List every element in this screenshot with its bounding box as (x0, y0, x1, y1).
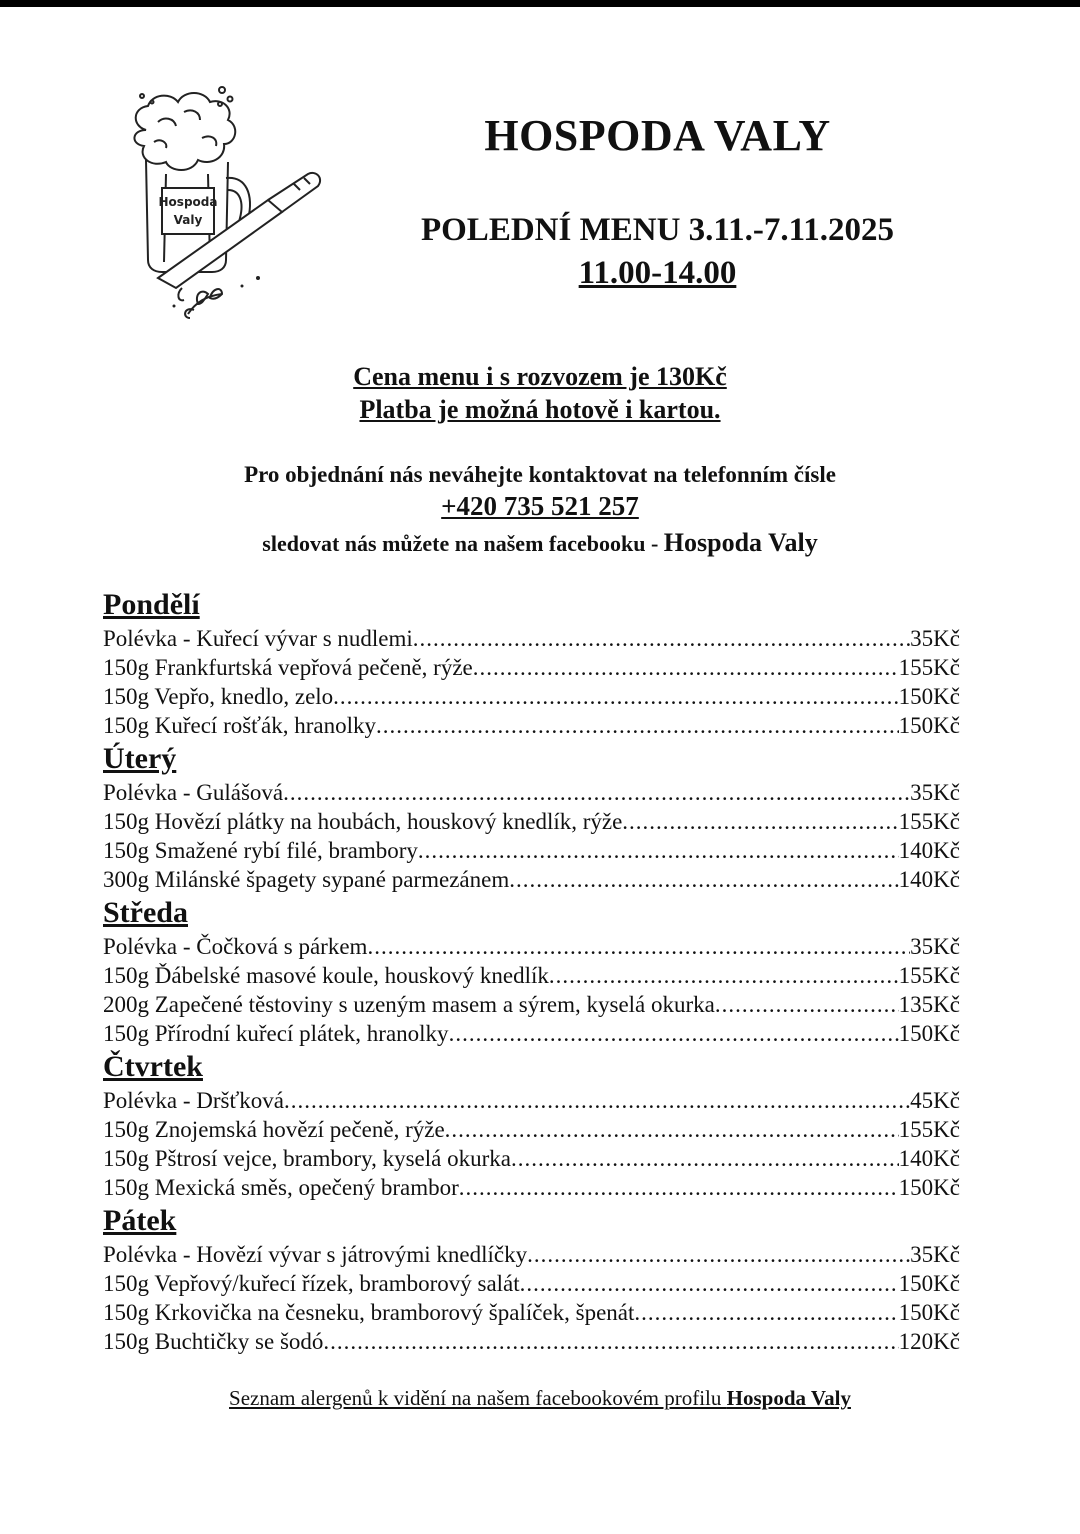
menu-item-name: 150g Ďábelské masové koule, houskový knedlík (103, 963, 549, 988)
menu-item (103, 1173, 960, 1202)
beer-mug-knife-logo (118, 82, 333, 327)
day-heading-tuesday: Úterý (103, 742, 177, 775)
menu-price-info: Cena menu i s rozvozem je 130Kč (353, 362, 727, 391)
menu-item (103, 653, 960, 682)
menu-item (103, 990, 960, 1019)
menu-item-name: 150g Vepřový/kuřecí řízek, bramborový salát (103, 1271, 520, 1296)
menu-item (103, 1086, 960, 1115)
menu-item (103, 624, 960, 653)
menu-item-name: Polévka - Dršťková (103, 1088, 285, 1113)
menu-item (103, 807, 960, 836)
facebook-prefix: sledovat nás můžete na našem facebooku - (262, 531, 664, 556)
dot-leader (323, 1327, 898, 1356)
menu-item-name: Polévka - Čočková s párkem (103, 934, 368, 959)
menu-item-price: 135Kč (898, 992, 960, 1017)
menu-item-name: 150g Znojemská hovězí pečeně, rýže (103, 1117, 445, 1142)
dot-leader (449, 1019, 899, 1048)
menu-item-price: 150Kč (898, 1021, 960, 1046)
menu-item-name: Polévka - Gulášová (103, 780, 284, 805)
dot-leader (634, 1298, 898, 1327)
top-border (0, 0, 1080, 7)
menu-item-price: 155Kč (898, 1117, 960, 1142)
menu-item-name: 200g Zapečené těstoviny s uzeným masem a sýrem, kyselá okurka (103, 992, 715, 1017)
menu-item-price: 150Kč (898, 684, 960, 709)
facebook-info (0, 528, 1080, 558)
dot-leader (445, 1115, 899, 1144)
restaurant-title: HOSPODA VALY (484, 111, 831, 160)
menu-item-name: 150g Hovězí plátky na houbách, houskový knedlík, rýže (103, 809, 623, 834)
menu-item-name: 150g Buchtičky se šodó (103, 1329, 324, 1354)
menu-item (103, 1240, 960, 1269)
serving-hours: 11.00-14.00 (578, 255, 737, 291)
logo-text-hospoda: Hospoda (158, 195, 218, 209)
dot-leader (413, 624, 910, 653)
menu-item-price: 150Kč (898, 1300, 960, 1325)
menu-item-name: 150g Smažené rybí filé, brambory (103, 838, 418, 863)
dot-leader (622, 807, 898, 836)
dot-leader (367, 932, 910, 961)
allergen-note (0, 1386, 1080, 1411)
day-heading-wednesday: Středa (103, 896, 188, 929)
dot-leader (511, 1144, 899, 1173)
menu-item-name: 150g Přírodní kuřecí plátek, hranolky (103, 1021, 449, 1046)
menu-item-price: 140Kč (898, 1146, 960, 1171)
menu-item-price: 150Kč (898, 713, 960, 738)
menu-item-price: 140Kč (898, 867, 960, 892)
dot-leader (283, 778, 910, 807)
menu-item-name: 150g Kuřecí rošťák, hranolky (103, 713, 376, 738)
menu-item (103, 1269, 960, 1298)
dot-leader (509, 865, 898, 894)
allergen-note-text: Seznam alergenů k vidění na našem facebookovém profilu (229, 1386, 727, 1410)
menu-item (103, 1144, 960, 1173)
menu-item-price: 155Kč (898, 809, 960, 834)
day-heading-friday: Pátek (103, 1204, 177, 1237)
menu-item-name: 150g Pštrosí vejce, brambory, kyselá okurka (103, 1146, 511, 1171)
menu-item-price: 150Kč (898, 1175, 960, 1200)
dot-leader (459, 1173, 899, 1202)
dot-leader (549, 961, 899, 990)
allergen-note-facebook-name[interactable]: Hospoda Valy (726, 1386, 851, 1410)
menu-item (103, 1019, 960, 1048)
day-heading-monday: Pondělí (103, 588, 200, 621)
menu-item-price: 150Kč (898, 1271, 960, 1296)
menu-item (103, 865, 960, 894)
dot-leader (715, 990, 899, 1019)
menu-item-name: Polévka - Hovězí vývar s játrovými knedlíčky (103, 1242, 528, 1267)
menu-item (103, 836, 960, 865)
menu-item (103, 682, 960, 711)
menu-item (103, 711, 960, 740)
facebook-name[interactable]: Hospoda Valy (663, 528, 818, 557)
dot-leader (527, 1240, 910, 1269)
menu-item-price: 140Kč (898, 838, 960, 863)
menu-item-price: 35Kč (910, 934, 960, 959)
menu-item-name: 150g Frankfurtská vepřová pečeně, rýže (103, 655, 473, 680)
menu-item-price: 155Kč (898, 655, 960, 680)
menu-item (103, 1327, 960, 1356)
menu-item-name: Polévka - Kuřecí vývar s nudlemi (103, 626, 413, 651)
dot-leader (376, 711, 899, 740)
dot-leader (473, 653, 899, 682)
contact-info: Pro objednání nás neváhejte kontaktovat na telefonním čísle (244, 462, 836, 487)
menu-item-name: 300g Milánské špagety sypané parmezánem (103, 867, 510, 892)
menu-item-name: 150g Mexická směs, opečený brambor (103, 1175, 459, 1200)
dot-leader (418, 836, 899, 865)
menu-item-price: 35Kč (910, 780, 960, 805)
menu-item-price: 120Kč (898, 1329, 960, 1354)
dot-leader (284, 1086, 910, 1115)
payment-info: Platba je možná hotově i kartou. (359, 395, 721, 424)
menu-item-name: 150g Krkovička na česneku, bramborový špalíček, špenát (103, 1300, 635, 1325)
menu-item-price: 155Kč (898, 963, 960, 988)
menu-item (103, 778, 960, 807)
menu-item-price: 35Kč (910, 1242, 960, 1267)
menu-item (103, 961, 960, 990)
weekly-menu (103, 586, 960, 1356)
menu-item (103, 932, 960, 961)
dot-leader (520, 1269, 899, 1298)
menu-item (103, 1298, 960, 1327)
dot-leader (333, 682, 899, 711)
phone-number[interactable]: +420 735 521 257 (441, 491, 639, 521)
menu-subtitle: POLEDNÍ MENU 3.11.-7.11.2025 (420, 212, 895, 248)
menu-item-price: 45Kč (910, 1088, 960, 1113)
menu-item-price: 35Kč (910, 626, 960, 651)
menu-item (103, 1115, 960, 1144)
menu-item-name: 150g Vepřo, knedlo, zelo (103, 684, 334, 709)
day-heading-thursday: Čtvrtek (103, 1050, 203, 1083)
logo-text-valy: Valy (173, 213, 203, 227)
